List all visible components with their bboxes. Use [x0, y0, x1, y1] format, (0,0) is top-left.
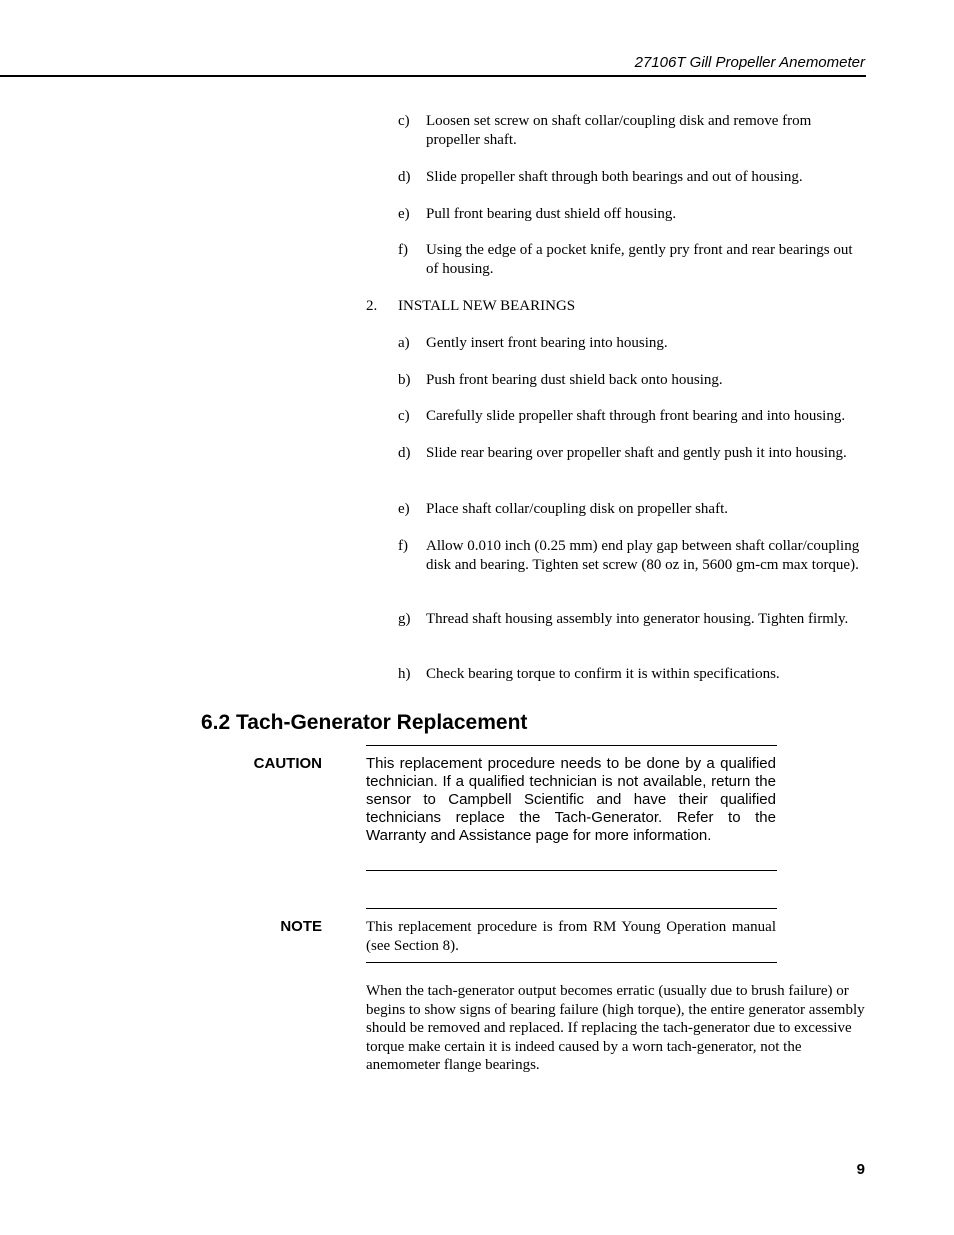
body-paragraph: When the tach-generator output becomes erratic (usually due to brush failure) or begins to show signs of bearing failure (high torque), the entire generator assembly should be removed and replaced. If replacing the tach-generator due to excessive torque make certain it is indeed caused by a worn tach-generator, not the anemometer flange bearings.: [366, 983, 865, 1073]
list-item-label: c): [398, 408, 410, 424]
step-number: 2.: [366, 298, 378, 314]
note-bottom-rule: [366, 962, 777, 963]
list-item-label: a): [398, 335, 410, 351]
step-title: INSTALL NEW BEARINGS: [398, 298, 576, 314]
list-item-label: d): [398, 169, 411, 185]
note-text: This replacement procedure is from RM Young Operation manual (see Section 8).: [366, 919, 776, 954]
list-item-label: f): [398, 538, 408, 554]
page-number: 9: [856, 1161, 865, 1178]
list-item-text: Slide propeller shaft through both bearings and out of housing.: [426, 169, 803, 185]
list-item-label: f): [398, 242, 408, 258]
list-item-label: b): [398, 372, 411, 388]
list-item-label: h): [398, 666, 411, 682]
list-item-label: d): [398, 445, 411, 461]
note-label: NOTE: [280, 918, 322, 935]
list-item-text: Using the edge of a pocket knife, gently pry front and rear bearings out of housing.: [426, 242, 853, 277]
list-item-label: e): [398, 501, 410, 517]
list-item-text: Slide rear bearing over propeller shaft and gently push it into housing.: [426, 445, 847, 461]
list-item-text: Thread shaft housing assembly into generator housing. Tighten firmly.: [426, 611, 849, 627]
caution-top-rule: [366, 745, 777, 746]
list-item-text: Carefully slide propeller shaft through front bearing and into housing.: [426, 408, 846, 424]
note-top-rule: [366, 908, 777, 909]
list-item-label: c): [398, 113, 410, 129]
header-title: 27106T Gill Propeller Anemometer: [634, 54, 865, 71]
list-item-label: e): [398, 206, 410, 222]
list-item-text: Loosen set screw on shaft collar/coupling disk and remove from propeller shaft.: [426, 113, 812, 148]
caution-label: CAUTION: [253, 755, 322, 772]
header-rule: [0, 75, 866, 77]
section-heading: 6.2 Tach-Generator Replacement: [201, 711, 528, 734]
list-item-label: g): [398, 611, 411, 627]
caution-text: This replacement procedure needs to be done by a qualified technician. If a qualified technician is not available, return the sensor to Campbell Scientific and have their qualified technicians replace the Tach-Generator. Refer to the Warranty and Assistance page for more information.: [366, 755, 776, 844]
list-item-text: Place shaft collar/coupling disk on propeller shaft.: [426, 501, 728, 517]
list-item-text: Push front bearing dust shield back onto housing.: [426, 372, 723, 388]
list-item-text: Pull front bearing dust shield off housing.: [426, 206, 677, 222]
caution-bottom-rule: [366, 870, 777, 871]
list-item-text: Allow 0.010 inch (0.25 mm) end play gap between shaft collar/coupling disk and bearing. Tighten set screw (80 oz in, 5600 gm-cm max torque).: [426, 538, 860, 573]
list-item-text: Check bearing torque to confirm it is within specifications.: [426, 666, 780, 682]
list-item-text: Gently insert front bearing into housing.: [426, 335, 668, 351]
